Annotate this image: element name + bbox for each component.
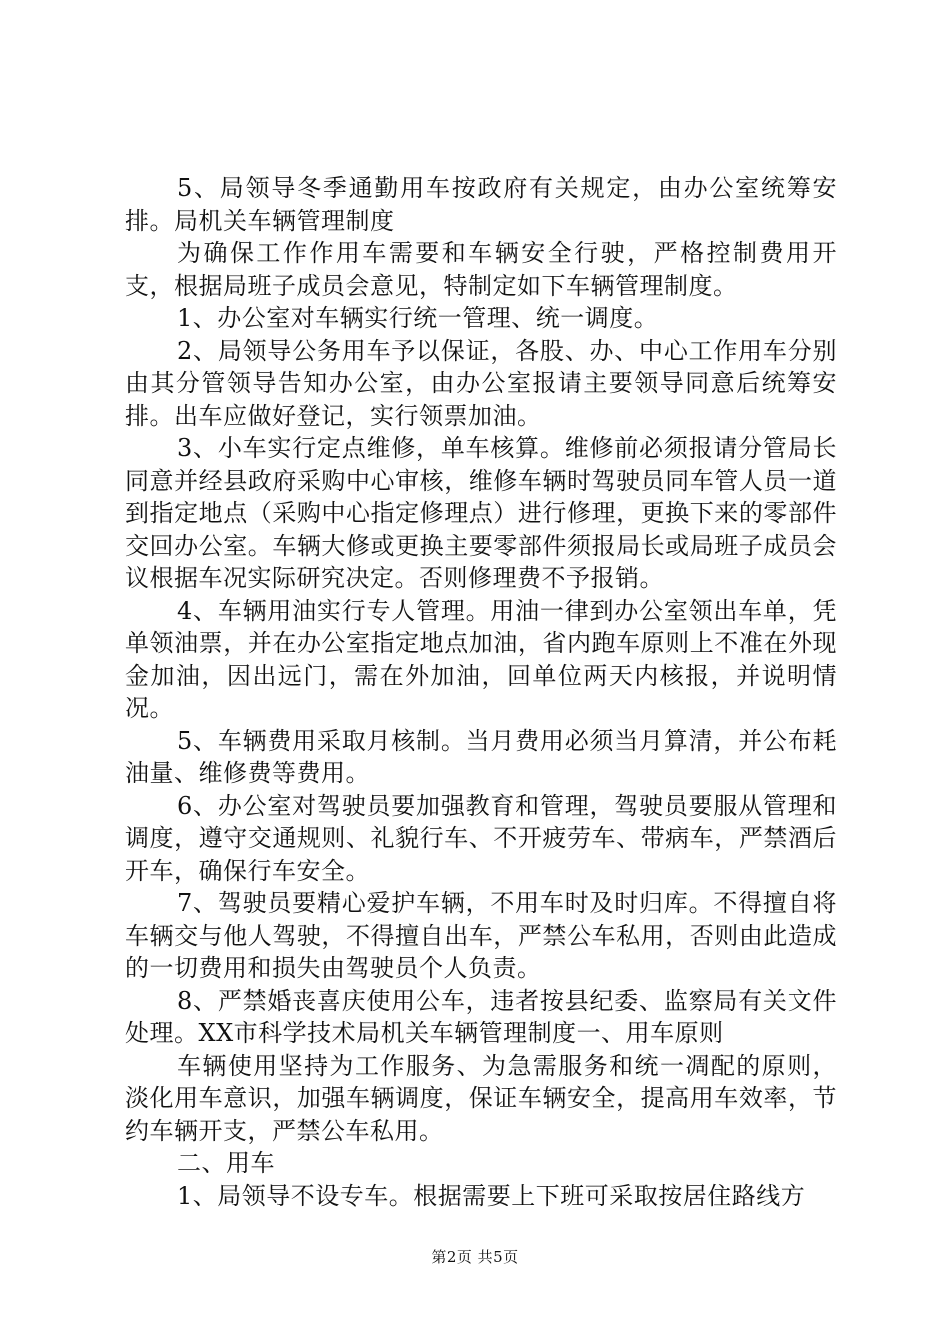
paragraph: 5、车辆费用采取月核制。当月费用必须当月算清，并公布耗油量、维修费等费用。 (125, 726, 837, 787)
section-heading: 二、用车 (177, 1149, 275, 1177)
paragraph: 为确保工作作用车需要和车辆安全行驶，严格控制费用开支，根据局班子成员会意见，特制定如下车辆管理制度。 (125, 239, 837, 300)
document-body (125, 172, 837, 1212)
paragraph: 1、办公室对车辆实行统一管理、统一调度。 (177, 304, 659, 332)
paragraph: 2、局领导公务用车予以保证，各股、办、中心工作用车分别由其分管领导告知办公室，由办公室报请主要领导同意后统筹安排。出车应做好登记，实行领票加油。 (125, 336, 837, 430)
paragraph: 5、局领导冬季通勤用车按政府有关规定，由办公室统筹安排。局机关车辆管理制度 (125, 174, 837, 235)
paragraph: 3、小车实行定点维修，单车核算。维修前必须报请分管局长同意并经县政府采购中心审核，维修车辆时驾驶员同车管人员一道到指定地点（采购中心指定修理点）进行修理，更换下来的零部件交回办公室。车辆大修或更换主要零部件须报局长或局班子成员会议根据车况实际研究决定。否则修理费不予报销。 (125, 434, 837, 592)
paragraph: 7、驾驶员要精心爱护车辆，不用车时及时归库。不得擅自将车辆交与他人驾驶，不得擅自出车，严禁公车私用，否则由此造成的一切费用和损失由驾驶员个人负责。 (125, 889, 837, 982)
paragraph: 1、局领导不设专车。根据需要上下班可采取按居住路线方 (177, 1181, 806, 1210)
paragraph: 6、办公室对驾驶员要加强教育和管理，驾驶员要服从管理和调度，遵守交通规则、礼貌行车、不开疲劳车、带病车，严禁酒后开车，确保行车安全。 (125, 791, 837, 885)
paragraph: 8、严禁婚丧喜庆使用公车，违者按县纪委、监察局有关文件处理。XX市科学技术局机关车辆管理制度一、用车原则 (125, 986, 837, 1047)
paragraph: 车辆使用坚持为工作服务、为急需服务和统一凋配的原则，淡化用车意识，加强车辆调度，保证车辆安全，提高用车效率，节约车辆开支，严禁公车私用。 (125, 1051, 837, 1145)
page-number-footer: 第2页 共5页 (431, 1248, 519, 1266)
paragraph: 4、车辆用油实行专人管理。用油一律到办公室领出车单，凭单领油票，并在办公室指定地点加油，省内跑车原则上不准在外现金加油，因出远门，需在外加油，回单位两天内核报，并说明情况。 (125, 596, 837, 722)
